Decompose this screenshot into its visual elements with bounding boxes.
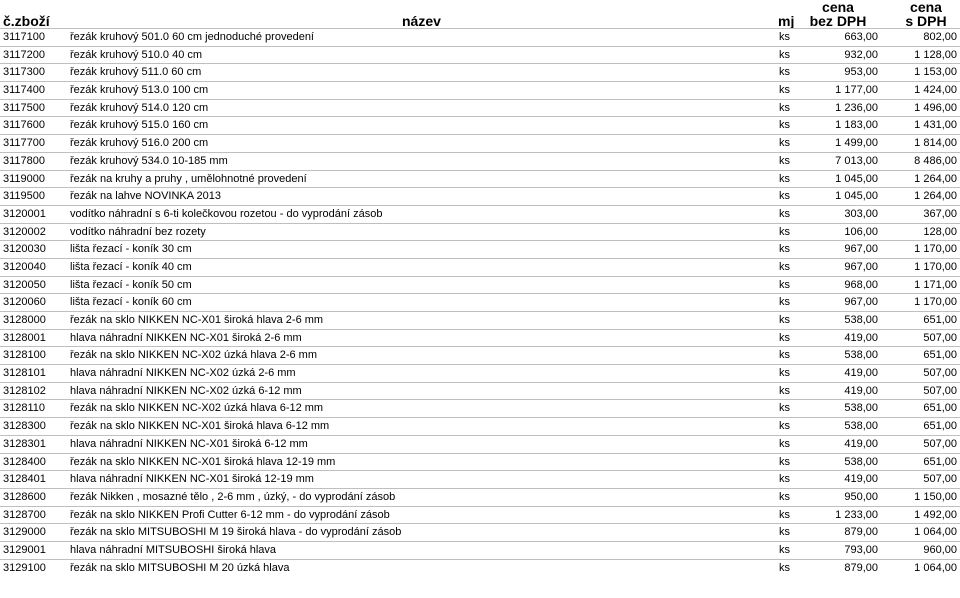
item-price-inc-vat: 507,00 (923, 384, 957, 397)
item-price-ex-vat: 419,00 (844, 384, 878, 397)
item-price-ex-vat: 419,00 (844, 367, 878, 380)
item-code: 3128300 (3, 420, 46, 433)
item-code: 3120050 (3, 278, 46, 291)
item-code: 3117100 (3, 31, 46, 43)
item-price-inc-vat: 1 424,00 (914, 84, 957, 97)
table-row (0, 187, 960, 205)
item-unit: ks (779, 48, 790, 61)
item-name: řezák na sklo NIKKEN NC-X01 široká hlava 2-6 mm (70, 314, 324, 326)
table-row (0, 46, 960, 64)
item-name: hlava náhradní NIKKEN NC-X02 úzká 6-12 mm (70, 384, 302, 397)
item-price-inc-vat: 128,00 (923, 225, 957, 238)
item-unit: ks (779, 207, 790, 220)
item-price-inc-vat: 1 496,00 (914, 101, 957, 114)
table-row (0, 276, 960, 294)
item-name: řezák na sklo NIKKEN Profi Cutter 6-12 mm - do vyprodání zásob (70, 508, 390, 521)
item-unit: ks (779, 561, 790, 574)
item-code: 3128102 (3, 384, 46, 397)
item-price-ex-vat: 106,00 (844, 225, 878, 238)
item-unit: ks (779, 455, 790, 468)
table-header (0, 0, 960, 28)
table-row (0, 488, 960, 506)
item-price-inc-vat: 1 064,00 (914, 526, 957, 539)
item-price-ex-vat: 1 236,00 (835, 101, 878, 114)
table-row (0, 134, 960, 152)
item-price-ex-vat: 953,00 (844, 66, 878, 79)
item-price-inc-vat: 651,00 (923, 455, 957, 468)
table-row (0, 523, 960, 541)
table-row (0, 399, 960, 417)
item-unit: ks (779, 402, 790, 415)
table-row (0, 453, 960, 471)
table-row (0, 116, 960, 134)
item-name: řezák kruhový 511.0 60 cm (70, 66, 202, 79)
item-code: 3128600 (3, 490, 46, 503)
item-code: 3129000 (3, 526, 46, 539)
item-code: 3128110 (3, 402, 46, 415)
item-unit: ks (779, 172, 790, 185)
table-body (0, 28, 960, 576)
table-row (0, 329, 960, 347)
item-name: řezák na lahve NOVINKA 2013 (70, 190, 222, 203)
item-price-ex-vat: 793,00 (844, 543, 878, 556)
item-name: řezák kruhový 510.0 40 cm (70, 48, 203, 61)
item-price-inc-vat: 1 264,00 (914, 190, 957, 203)
item-price-ex-vat: 1 183,00 (835, 119, 878, 132)
item-unit: ks (779, 490, 790, 503)
item-price-inc-vat: 1 153,00 (914, 66, 957, 79)
item-price-inc-vat: 651,00 (923, 402, 957, 415)
item-price-ex-vat: 967,00 (844, 296, 878, 309)
item-code: 3120060 (3, 296, 46, 309)
table-row (0, 541, 960, 559)
item-price-ex-vat: 419,00 (844, 473, 878, 486)
item-price-inc-vat: 1 064,00 (914, 561, 957, 574)
item-price-inc-vat: 651,00 (923, 420, 957, 433)
item-code: 3120002 (3, 225, 46, 238)
item-name: lišta řezací - koník 60 cm (70, 296, 192, 309)
item-name: řezák na sklo MITSUBOSHI M 19 široká hlava - do vyprodání zásob (70, 526, 402, 539)
item-unit: ks (779, 190, 790, 203)
item-unit: ks (779, 384, 790, 397)
item-price-inc-vat: 1 492,00 (914, 508, 957, 521)
item-name: řezák na sklo NIKKEN NC-X02 úzká hlava 6-12 mm (70, 402, 324, 415)
table-row (0, 506, 960, 524)
item-price-inc-vat: 1 170,00 (914, 296, 957, 309)
table-row (0, 311, 960, 329)
item-name: řezák na kruhy a pruhy , umělohnotné provedení (70, 172, 307, 185)
item-name: lišta řezací - koník 40 cm (70, 260, 192, 273)
item-unit: ks (779, 260, 790, 273)
item-price-ex-vat: 538,00 (844, 314, 878, 326)
item-code: 3119500 (3, 190, 46, 203)
header-unit: mj (778, 13, 795, 29)
item-price-ex-vat: 1 499,00 (835, 137, 878, 150)
table-row (0, 28, 960, 46)
item-code: 3120040 (3, 260, 46, 273)
item-name: lišta řezací - koník 30 cm (70, 243, 192, 256)
item-code: 3129100 (3, 561, 46, 574)
item-price-inc-vat: 960,00 (923, 543, 957, 556)
item-price-ex-vat: 967,00 (844, 260, 878, 273)
item-name: řezák Nikken , mosazné tělo , 2-6 mm , úzký, - do vyprodání zásob (70, 490, 396, 503)
item-price-ex-vat: 968,00 (844, 278, 878, 291)
item-unit: ks (779, 84, 790, 97)
item-unit: ks (779, 296, 790, 309)
item-name: hlava náhradní NIKKEN NC-X02 úzká 2-6 mm (70, 367, 296, 380)
table-row (0, 293, 960, 311)
table-row (0, 258, 960, 276)
item-code: 3117300 (3, 66, 46, 79)
item-price-ex-vat: 932,00 (844, 48, 878, 61)
item-price-inc-vat: 507,00 (923, 437, 957, 450)
table-row (0, 99, 960, 117)
item-name: vodítko náhradní s 6-ti kolečkovou rozetou - do vyprodání zásob (70, 207, 383, 220)
item-unit: ks (779, 101, 790, 114)
item-name: vodítko náhradní bez rozety (70, 225, 206, 238)
item-price-ex-vat: 538,00 (844, 349, 878, 362)
item-price-inc-vat: 651,00 (923, 314, 957, 326)
table-row (0, 435, 960, 453)
item-code: 3117200 (3, 48, 46, 61)
item-price-inc-vat: 1 128,00 (914, 48, 957, 61)
item-price-ex-vat: 1 045,00 (835, 190, 878, 203)
item-unit: ks (779, 526, 790, 539)
item-unit: ks (779, 420, 790, 433)
item-price-ex-vat: 538,00 (844, 402, 878, 415)
item-price-inc-vat: 1 170,00 (914, 260, 957, 273)
item-price-ex-vat: 538,00 (844, 420, 878, 433)
item-name: hlava náhradní MITSUBOSHI široká hlava (70, 543, 277, 556)
item-unit: ks (779, 473, 790, 486)
item-name: hlava náhradní NIKKEN NC-X01 široká 6-12 mm (70, 437, 308, 450)
table-row (0, 81, 960, 99)
item-unit: ks (779, 437, 790, 450)
item-price-ex-vat: 879,00 (844, 526, 878, 539)
item-price-ex-vat: 419,00 (844, 331, 878, 344)
item-name: řezák kruhový 516.0 200 cm (70, 137, 209, 150)
item-code: 3117600 (3, 119, 46, 132)
item-price-inc-vat: 1 171,00 (914, 278, 957, 291)
item-price-ex-vat: 1 177,00 (835, 84, 878, 97)
header-name: název (402, 13, 441, 29)
item-price-inc-vat: 1 150,00 (914, 490, 957, 503)
item-code: 3128001 (3, 331, 46, 344)
item-code: 3128101 (3, 367, 46, 380)
item-name: řezák kruhový 501.0 60 cm jednoduché provedení (70, 31, 314, 43)
item-name: řezák kruhový 515.0 160 cm (70, 119, 209, 132)
item-price-ex-vat: 7 013,00 (835, 154, 878, 167)
item-price-inc-vat: 802,00 (923, 31, 957, 43)
item-name: řezák na sklo MITSUBOSHI M 20 úzká hlava (70, 561, 290, 574)
item-price-inc-vat: 367,00 (923, 207, 957, 220)
item-price-ex-vat: 1 045,00 (835, 172, 878, 185)
table-row (0, 240, 960, 258)
table-row (0, 63, 960, 81)
item-code: 3119000 (3, 172, 46, 185)
item-price-ex-vat: 419,00 (844, 437, 878, 450)
item-name: řezák na sklo NIKKEN NC-X01 široká hlava 12-19 mm (70, 455, 336, 468)
item-price-inc-vat: 1 431,00 (914, 119, 957, 132)
item-price-ex-vat: 663,00 (844, 31, 878, 43)
item-price-ex-vat: 967,00 (844, 243, 878, 256)
table-row (0, 382, 960, 400)
item-unit: ks (779, 154, 790, 167)
item-code: 3128700 (3, 508, 46, 521)
item-unit: ks (779, 278, 790, 291)
item-unit: ks (779, 225, 790, 238)
item-code: 3128401 (3, 473, 46, 486)
item-price-inc-vat: 1 814,00 (914, 137, 957, 150)
item-unit: ks (779, 349, 790, 362)
item-code: 3117700 (3, 137, 46, 150)
table-row (0, 223, 960, 241)
item-price-ex-vat: 879,00 (844, 561, 878, 574)
item-price-ex-vat: 950,00 (844, 490, 878, 503)
item-name: řezák kruhový 534.0 10-185 mm (70, 154, 228, 167)
item-unit: ks (779, 367, 790, 380)
item-price-inc-vat: 507,00 (923, 473, 957, 486)
item-price-inc-vat: 507,00 (923, 367, 957, 380)
item-code: 3128301 (3, 437, 46, 450)
header-price-inc-vat: cena s DPH (905, 0, 947, 29)
item-unit: ks (779, 543, 790, 556)
item-unit: ks (779, 119, 790, 132)
table-row (0, 346, 960, 364)
item-code: 3129001 (3, 543, 46, 556)
table-row (0, 152, 960, 170)
table-row (0, 170, 960, 188)
item-unit: ks (779, 31, 790, 43)
item-price-inc-vat: 1 264,00 (914, 172, 957, 185)
item-name: lišta řezací - koník 50 cm (70, 278, 192, 291)
table-row (0, 559, 960, 577)
item-code: 3117500 (3, 101, 46, 114)
item-name: hlava náhradní NIKKEN NC-X01 široká 12-19 mm (70, 473, 314, 486)
item-code: 3120030 (3, 243, 46, 256)
item-unit: ks (779, 243, 790, 256)
header-code: č.zboží (3, 13, 50, 29)
item-price-inc-vat: 8 486,00 (914, 154, 957, 167)
item-price-inc-vat: 651,00 (923, 349, 957, 362)
item-code: 3120001 (3, 207, 46, 220)
item-price-inc-vat: 507,00 (923, 331, 957, 344)
item-name: hlava náhradní NIKKEN NC-X01 široká 2-6 mm (70, 331, 302, 344)
item-unit: ks (779, 331, 790, 344)
table-row (0, 364, 960, 382)
item-code: 3128100 (3, 349, 46, 362)
item-unit: ks (779, 314, 790, 326)
table-row (0, 417, 960, 435)
table-row (0, 205, 960, 223)
item-price-ex-vat: 538,00 (844, 455, 878, 468)
item-code: 3128400 (3, 455, 46, 468)
item-name: řezák kruhový 514.0 120 cm (70, 101, 209, 114)
header-price-ex-vat: cena bez DPH (809, 0, 867, 29)
item-unit: ks (779, 508, 790, 521)
item-name: řezák na sklo NIKKEN NC-X02 úzká hlava 2-6 mm (70, 349, 317, 362)
table-row (0, 470, 960, 488)
item-price-inc-vat: 1 170,00 (914, 243, 957, 256)
item-name: řezák kruhový 513.0 100 cm (70, 84, 209, 97)
item-code: 3117800 (3, 154, 46, 167)
item-price-ex-vat: 303,00 (844, 207, 878, 220)
item-code: 3117400 (3, 84, 46, 97)
item-unit: ks (779, 66, 790, 79)
item-name: řezák na sklo NIKKEN NC-X01 široká hlava 6-12 mm (70, 420, 330, 433)
item-price-ex-vat: 1 233,00 (835, 508, 878, 521)
item-code: 3128000 (3, 314, 46, 326)
item-unit: ks (779, 137, 790, 150)
